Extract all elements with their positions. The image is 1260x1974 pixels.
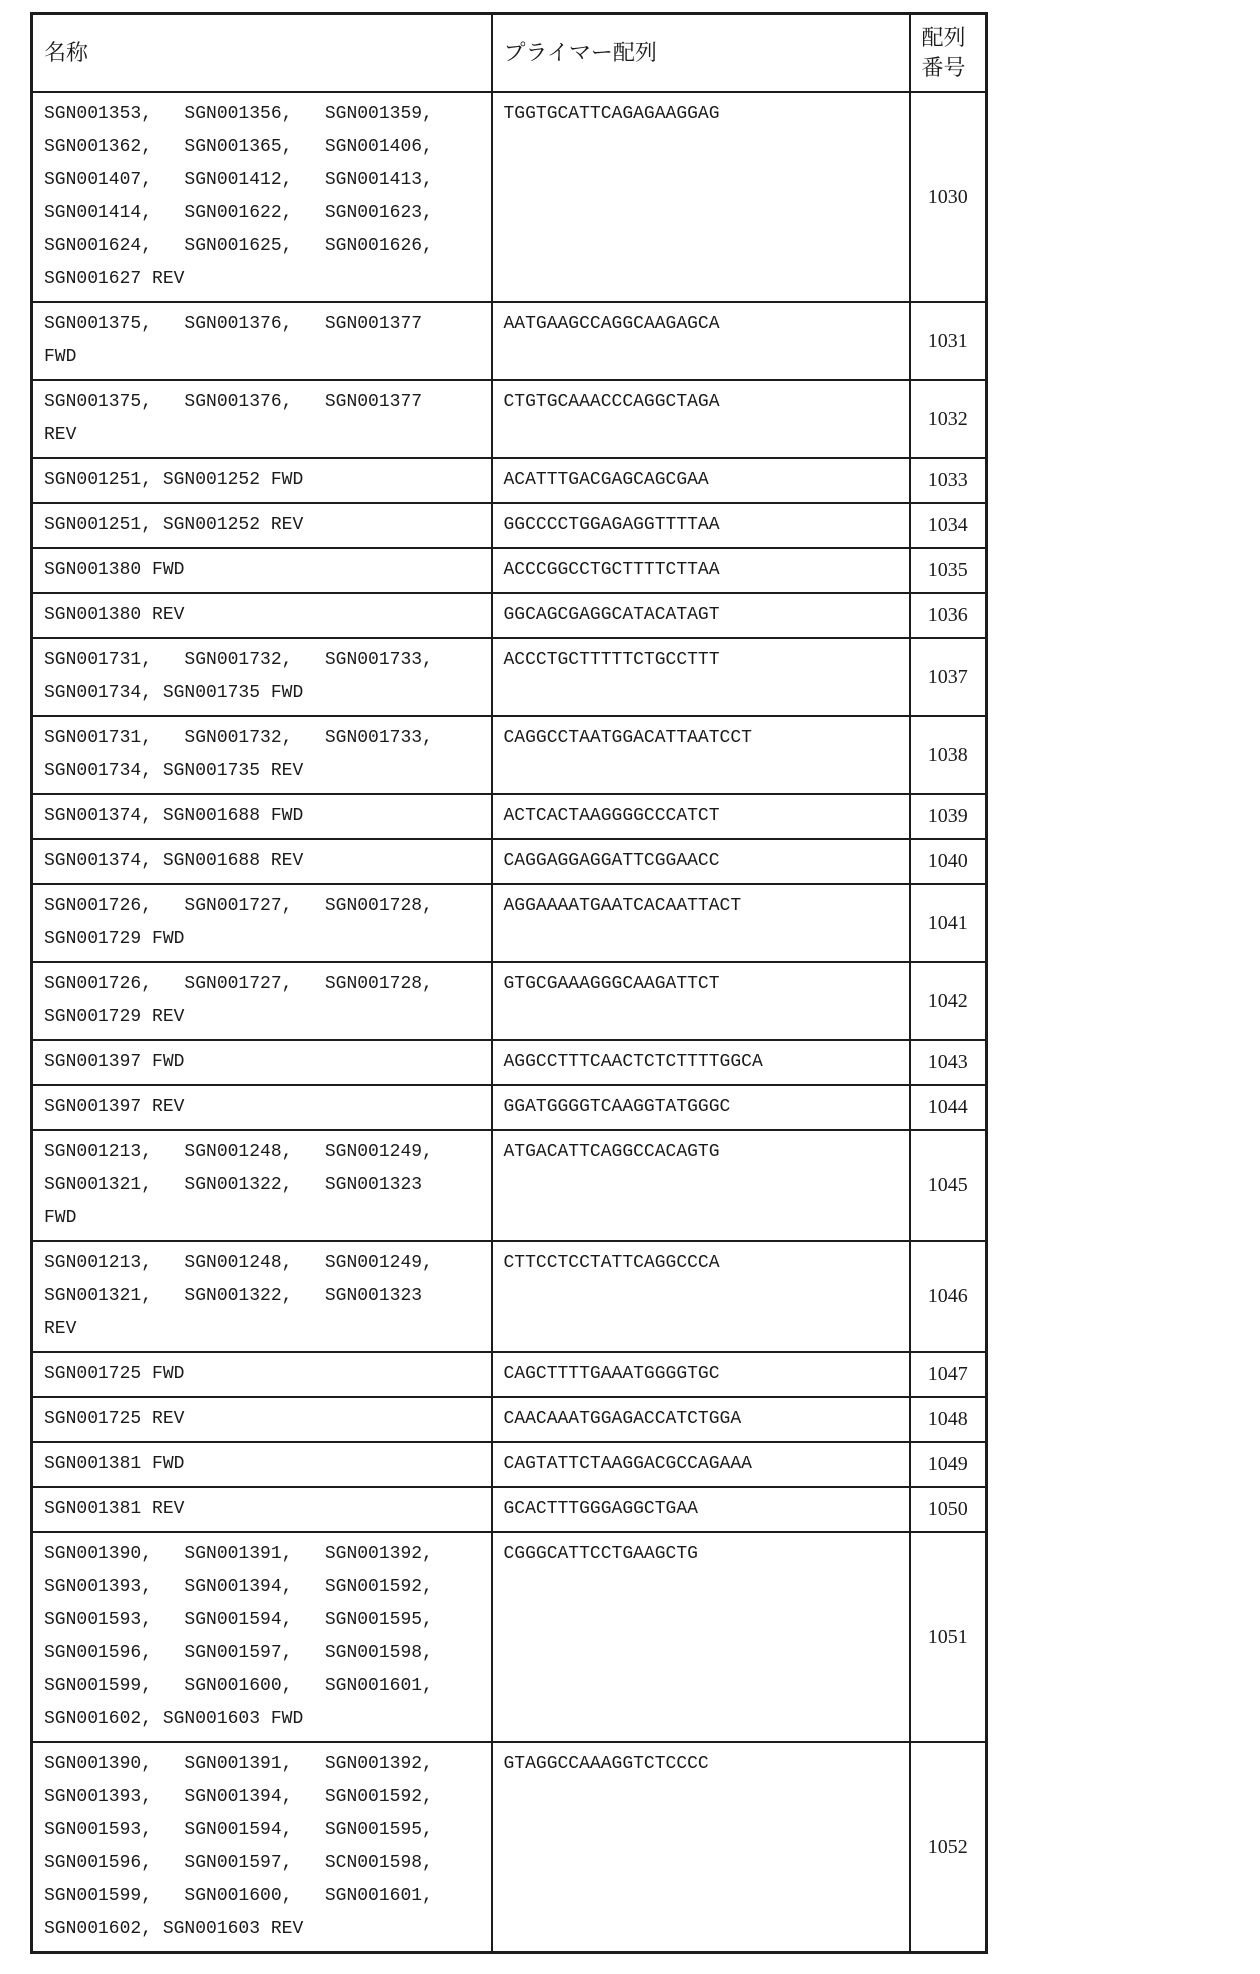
cell-primer: GGATGGGGTCAAGGTATGGGC xyxy=(492,1085,910,1130)
table-row xyxy=(32,1040,987,1085)
cell-seq: 1032 xyxy=(910,380,987,458)
cell-name: SGN001380 REV xyxy=(32,593,492,638)
cell-name: SGN001213, SGN001248, SGN001249, SGN001321, SGN001322, SGN001323 REV xyxy=(32,1241,492,1352)
header-row xyxy=(32,14,987,93)
cell-primer: CTTCCTCCTATTCAGGCCCA xyxy=(492,1241,910,1352)
table-row xyxy=(32,638,987,716)
table-body xyxy=(32,92,987,1953)
cell-seq: 1049 xyxy=(910,1442,987,1487)
table-row xyxy=(32,1487,987,1532)
cell-name: SGN001726, SGN001727, SGN001728, SGN001729 FWD xyxy=(32,884,492,962)
table-row xyxy=(32,1130,987,1241)
cell-name: SGN001397 REV xyxy=(32,1085,492,1130)
table-row xyxy=(32,716,987,794)
cell-primer: AATGAAGCCAGGCAAGAGCA xyxy=(492,302,910,380)
table-row xyxy=(32,458,987,503)
table-row xyxy=(32,1397,987,1442)
cell-primer: TGGTGCATTCAGAGAAGGAG xyxy=(492,92,910,302)
column-header-primer-sequence: プライマー配列 xyxy=(492,14,910,93)
cell-seq: 1034 xyxy=(910,503,987,548)
cell-seq: 1052 xyxy=(910,1742,987,1953)
cell-primer: CAGGAGGAGGATTCGGAACC xyxy=(492,839,910,884)
table-row xyxy=(32,794,987,839)
table-row xyxy=(32,1532,987,1742)
cell-name: SGN001731, SGN001732, SGN001733, SGN001734, SGN001735 FWD xyxy=(32,638,492,716)
cell-primer: GGCAGCGAGGCATACATAGT xyxy=(492,593,910,638)
table-row xyxy=(32,1352,987,1397)
cell-name: SGN001390, SGN001391, SGN001392, SGN001393, SGN001394, SGN001592, SGN001593, SGN001594, SGN001595, SGN001596, SGN001597, SGN001598, SGN001599, SGN001600, SGN001601, SGN001602, SGN001603 FWD xyxy=(32,1532,492,1742)
table-row xyxy=(32,548,987,593)
table-row xyxy=(32,1241,987,1352)
table-row xyxy=(32,1442,987,1487)
table-row xyxy=(32,1742,987,1953)
cell-seq: 1043 xyxy=(910,1040,987,1085)
table-row xyxy=(32,839,987,884)
cell-primer: CAGCTTTTGAAATGGGGTGC xyxy=(492,1352,910,1397)
cell-name: SGN001213, SGN001248, SGN001249, SGN001321, SGN001322, SGN001323 FWD xyxy=(32,1130,492,1241)
cell-name: SGN001374, SGN001688 FWD xyxy=(32,794,492,839)
cell-primer: ACTCACTAAGGGGCCCATCT xyxy=(492,794,910,839)
cell-seq: 1037 xyxy=(910,638,987,716)
cell-primer: GGCCCCTGGAGAGGTTTTAA xyxy=(492,503,910,548)
cell-seq: 1031 xyxy=(910,302,987,380)
cell-name: SGN001731, SGN001732, SGN001733, SGN001734, SGN001735 REV xyxy=(32,716,492,794)
cell-primer: ATGACATTCAGGCCACAGTG xyxy=(492,1130,910,1241)
cell-seq: 1038 xyxy=(910,716,987,794)
cell-seq: 1050 xyxy=(910,1487,987,1532)
table-row xyxy=(32,503,987,548)
cell-seq: 1045 xyxy=(910,1130,987,1241)
cell-primer: GTAGGCCAAAGGTCTCCCC xyxy=(492,1742,910,1953)
cell-primer: ACCCTGCTTTTTCTGCCTTT xyxy=(492,638,910,716)
cell-primer: CAACAAATGGAGACCATCTGGA xyxy=(492,1397,910,1442)
cell-name: SGN001251, SGN001252 REV xyxy=(32,503,492,548)
table-row xyxy=(32,1085,987,1130)
cell-seq: 1033 xyxy=(910,458,987,503)
column-header-name: 名称 xyxy=(32,14,492,93)
cell-seq: 1041 xyxy=(910,884,987,962)
cell-name: SGN001375, SGN001376, SGN001377 REV xyxy=(32,380,492,458)
cell-name: SGN001381 FWD xyxy=(32,1442,492,1487)
cell-primer: CTGTGCAAACCCAGGCTAGA xyxy=(492,380,910,458)
cell-seq: 1051 xyxy=(910,1532,987,1742)
cell-primer: ACCCGGCCTGCTTTTCTTAA xyxy=(492,548,910,593)
cell-seq: 1047 xyxy=(910,1352,987,1397)
cell-seq: 1039 xyxy=(910,794,987,839)
cell-seq: 1030 xyxy=(910,92,987,302)
table-row xyxy=(32,962,987,1040)
table-row xyxy=(32,302,987,380)
cell-seq: 1040 xyxy=(910,839,987,884)
cell-seq: 1044 xyxy=(910,1085,987,1130)
cell-name: SGN001381 REV xyxy=(32,1487,492,1532)
cell-primer: AGGAAAATGAATCACAATTACT xyxy=(492,884,910,962)
cell-seq: 1048 xyxy=(910,1397,987,1442)
table-row xyxy=(32,92,987,302)
table-row xyxy=(32,380,987,458)
cell-seq: 1046 xyxy=(910,1241,987,1352)
cell-name: SGN001726, SGN001727, SGN001728, SGN001729 REV xyxy=(32,962,492,1040)
primer-sequence-table xyxy=(30,12,988,1954)
column-header-seq-id-no: 配列 番号 xyxy=(910,14,987,93)
cell-name: SGN001251, SGN001252 FWD xyxy=(32,458,492,503)
cell-name: SGN001397 FWD xyxy=(32,1040,492,1085)
cell-primer: CGGGCATTCCTGAAGCTG xyxy=(492,1532,910,1742)
cell-primer: CAGTATTCTAAGGACGCCAGAAA xyxy=(492,1442,910,1487)
cell-name: SGN001375, SGN001376, SGN001377 FWD xyxy=(32,302,492,380)
cell-seq: 1042 xyxy=(910,962,987,1040)
cell-primer: GTGCGAAAGGGCAAGATTCT xyxy=(492,962,910,1040)
cell-name: SGN001353, SGN001356, SGN001359, SGN001362, SGN001365, SGN001406, SGN001407, SGN001412, SGN001413, SGN001414, SGN001622, SGN001623, SGN001624, SGN001625, SGN001626, SGN001627 REV xyxy=(32,92,492,302)
cell-seq: 1035 xyxy=(910,548,987,593)
table-row xyxy=(32,593,987,638)
cell-seq: 1036 xyxy=(910,593,987,638)
cell-name: SGN001725 REV xyxy=(32,1397,492,1442)
cell-primer: CAGGCCTAATGGACATTAATCCT xyxy=(492,716,910,794)
cell-primer: GCACTTTGGGAGGCTGAA xyxy=(492,1487,910,1532)
table-row xyxy=(32,884,987,962)
cell-name: SGN001390, SGN001391, SGN001392, SGN001393, SGN001394, SGN001592, SGN001593, SGN001594, SGN001595, SGN001596, SGN001597, SCN001598, SGN001599, SGN001600, SGN001601, SGN001602, SGN001603 REV xyxy=(32,1742,492,1953)
cell-primer: AGGCCTTTCAACTCTCTTTTGGCA xyxy=(492,1040,910,1085)
cell-name: SGN001725 FWD xyxy=(32,1352,492,1397)
cell-primer: ACATTTGACGAGCAGCGAA xyxy=(492,458,910,503)
cell-name: SGN001374, SGN001688 REV xyxy=(32,839,492,884)
table-header xyxy=(32,14,987,93)
cell-name: SGN001380 FWD xyxy=(32,548,492,593)
